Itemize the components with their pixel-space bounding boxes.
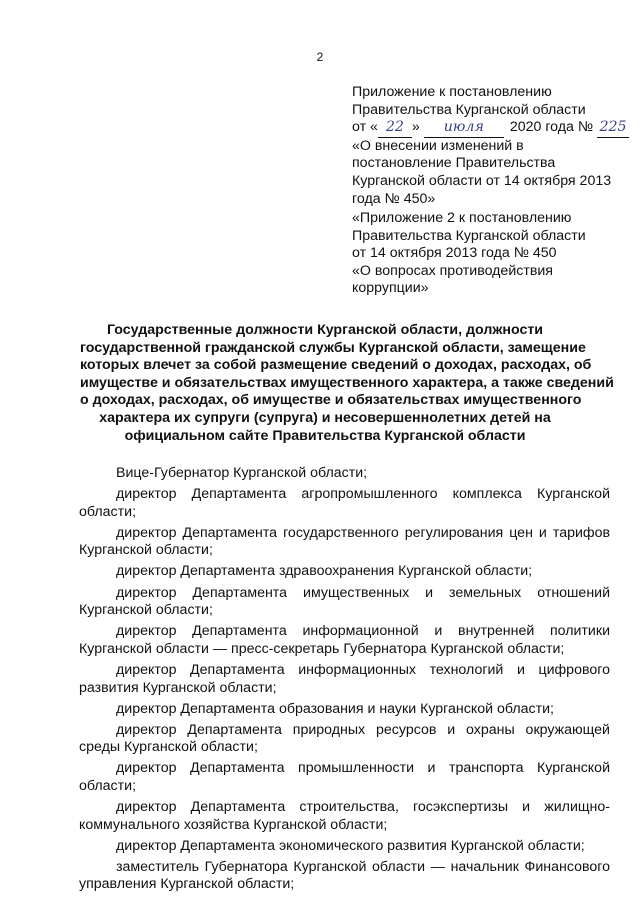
title-line-2: государственной гражданской службы Курганской области, замещение: [80, 339, 586, 356]
appendix-original-line-1: «Приложение 2 к постановлению: [352, 210, 572, 226]
title-line-6: характера их супруги (супруга) и несовершеннолетних детей на: [99, 409, 551, 426]
handwritten-decree-number: 225: [597, 119, 629, 138]
position-item: директор Департамента информационных технологий и цифрового развития Курганской области;: [79, 661, 610, 696]
position-item: директор Департамента агропромышленного комплекса Курганской области;: [79, 486, 610, 520]
date-close-quote: »: [411, 119, 420, 136]
title-line-4: имуществе и обязательствах имущественного характера, а также сведений: [80, 374, 614, 391]
position-item: директор Департамента здравоохранения Курганской области;: [116, 563, 533, 580]
appendix-header-line-2: Правительства Курганской области: [352, 101, 586, 118]
title-line-1: Государственные должности Курганской области, должности: [106, 322, 544, 338]
title-line-5: о доходах, расходах, об имуществе и обязательствах имущественного: [80, 392, 582, 409]
decree-date-line: [352, 119, 627, 138]
handwritten-month: июля: [424, 119, 504, 138]
position-item: директор Департамента государственного регулирования цен и тарифов Курганской области;: [79, 524, 610, 559]
appendix-header: [352, 84, 627, 208]
position-item: директор Департамента имущественных и земельных отношений Курганской области;: [79, 584, 610, 619]
date-prefix: от «: [352, 119, 378, 136]
position-item: директор Департамента промышленности и транспорта Курганской области;: [79, 760, 610, 794]
document-title: [80, 322, 614, 445]
position-item: директор Департамента образования и науки Курганской области;: [116, 700, 554, 717]
appendix-original-line-3: от 14 октября 2013 года № 450: [352, 245, 557, 262]
appendix-header-line-4: «О внесении изменений в: [352, 137, 524, 154]
appendix-original: [352, 210, 622, 298]
appendix-header-line-6: Курганской области от 14 октября 2013: [352, 172, 612, 189]
position-item: директор Департамента строительства, госэкспертизы и жилищно-коммунального хозяйства Курганской области;: [79, 799, 610, 833]
title-line-3: которых влечет за собой размещение сведений о доходах, расходах, об: [80, 357, 592, 374]
positions-list: [79, 465, 610, 898]
position-item: заместитель Губернатора Курганской области — начальник Финансового управления Курганской области;: [79, 858, 610, 893]
date-year-text: 2020 года №: [509, 119, 594, 136]
handwritten-day: 22: [378, 119, 412, 138]
appendix-header-line-7: года № 450»: [352, 190, 436, 207]
appendix-original-line-5: коррупции»: [352, 280, 429, 297]
position-item: Вице-Губернатор Курганской области;: [116, 465, 368, 481]
appendix-original-line-2: Правительства Курганской области: [352, 227, 586, 244]
position-item: директор Департамента информационной и внутренней политики Курганской области — пресс-секретарь Губернатора Курганской области;: [79, 623, 610, 657]
position-item: директор Департамента природных ресурсов и охраны окружающей среды Курганской области;: [79, 721, 610, 756]
appendix-header-line-5: постановление Правительства: [352, 155, 556, 172]
position-item: директор Департамента экономического развития Курганской области;: [116, 837, 585, 854]
appendix-original-line-4: «О вопросах противодействия: [352, 262, 553, 279]
page-number: 2: [316, 50, 324, 64]
appendix-header-line-1: Приложение к постановлению: [352, 84, 552, 100]
title-line-7: официальном сайте Правительства Курганской области: [124, 427, 526, 444]
